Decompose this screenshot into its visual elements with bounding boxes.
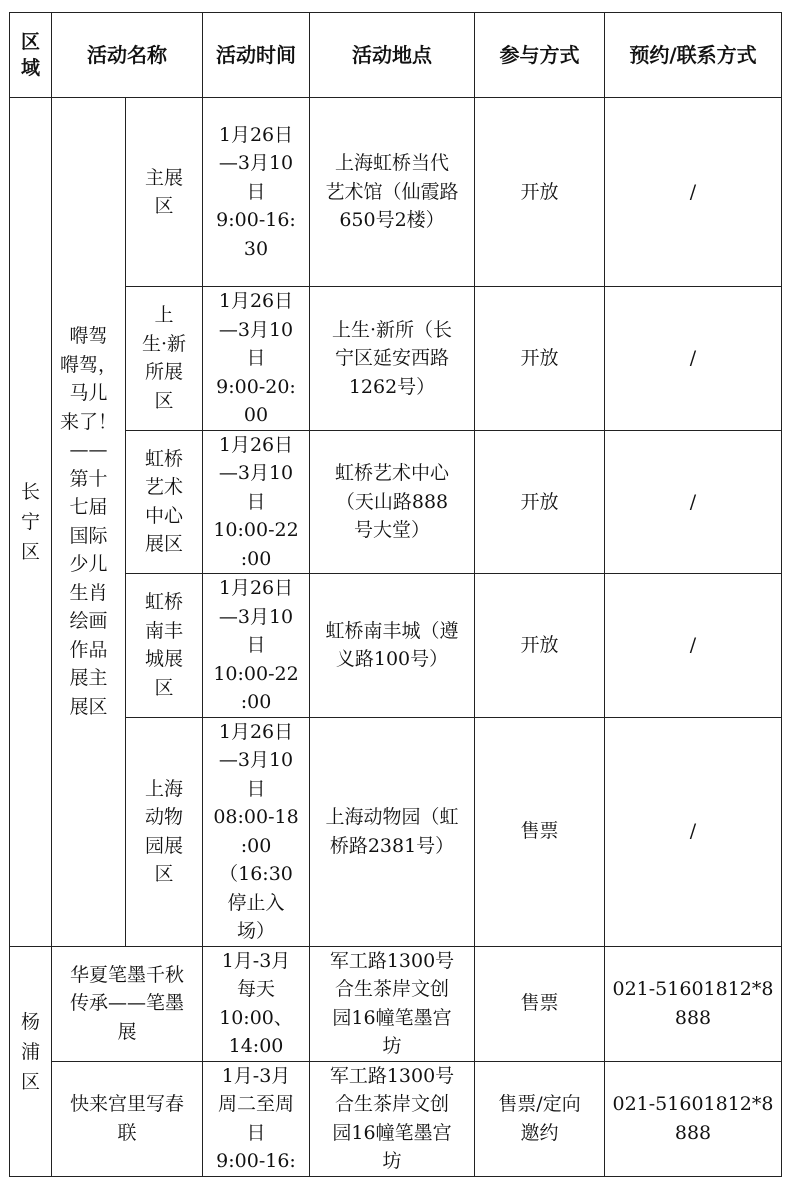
- header-district: 区域: [10, 13, 52, 98]
- time-cell: 1月26日 —3月10 日 08:00-18 :00 （16:30 停止入 场）: [203, 717, 310, 946]
- time-cell: 1月-3月 周二至周 日 9:00-16:: [203, 1061, 310, 1176]
- table-row: [10, 946, 782, 1061]
- venue-cell: 上生·新所（长 宁区延安西路 1262号）: [310, 287, 475, 431]
- mode-cell: 售票/定向 邀约: [475, 1061, 605, 1176]
- contact-cell: /: [605, 98, 782, 287]
- mode-cell: 开放: [475, 287, 605, 431]
- sub-area-cell: 上 生·新 所展 区: [126, 287, 203, 431]
- contact-cell: /: [605, 430, 782, 574]
- event-name-cell: 华夏笔墨千秋 传承——笔墨 展: [52, 946, 203, 1061]
- district-cell-changning: [10, 98, 52, 947]
- header-mode: 参与方式: [475, 13, 605, 98]
- contact-cell: 021-51601812*8 888: [605, 946, 782, 1061]
- venue-cell: 军工路1300号 合生茶岸文创 园16幢笔墨宫 坊: [310, 946, 475, 1061]
- header-row: [10, 13, 782, 98]
- time-cell: 1月-3月 每天 10:00、 14:00: [203, 946, 310, 1061]
- table-row: [10, 574, 782, 718]
- sub-area-cell: 虹桥 南丰 城展 区: [126, 574, 203, 718]
- sub-area-cell: 虹桥 艺术 中心 展区: [126, 430, 203, 574]
- events-table: [9, 12, 782, 1177]
- mode-cell: 开放: [475, 574, 605, 718]
- header-venue: 活动地点: [310, 13, 475, 98]
- contact-cell: /: [605, 287, 782, 431]
- mode-cell: 售票: [475, 946, 605, 1061]
- contact-cell: /: [605, 574, 782, 718]
- time-cell: 1月26日 —3月10 日 10:00-22 :00: [203, 430, 310, 574]
- table-row: [10, 1061, 782, 1176]
- contact-cell: 021-51601812*8 888: [605, 1061, 782, 1176]
- venue-cell: 虹桥艺术中心 （天山路888 号大堂）: [310, 430, 475, 574]
- mode-cell: 开放: [475, 430, 605, 574]
- table-row: [10, 98, 782, 287]
- time-cell: 1月26日 —3月10 日 9:00-16: 30: [203, 98, 310, 287]
- table-row: [10, 430, 782, 574]
- district-label: 长宁区: [20, 480, 40, 563]
- time-cell: 1月26日 —3月10 日 10:00-22 :00: [203, 574, 310, 718]
- table-row: [10, 287, 782, 431]
- contact-cell: /: [605, 717, 782, 946]
- venue-cell: 上海虹桥当代 艺术馆（仙霞路 650号2楼）: [310, 98, 475, 287]
- header-contact: 预约/联系方式: [605, 13, 782, 98]
- venue-cell: 上海动物园（虹 桥路2381号）: [310, 717, 475, 946]
- venue-cell: 军工路1300号 合生茶岸文创 园16幢笔墨宫 坊: [310, 1061, 475, 1176]
- header-time: 活动时间: [203, 13, 310, 98]
- event-name-cell: 嘚驾 嘚驾， 马儿 来了！ —— 第十 七届 国际 少儿 生肖 绘画 作品 展主 展区: [52, 98, 126, 947]
- header-event-name: 活动名称: [52, 13, 203, 98]
- mode-cell: 售票: [475, 717, 605, 946]
- district-label: 杨浦区: [20, 1010, 40, 1093]
- sub-area-cell: 上海 动物 园展 区: [126, 717, 203, 946]
- time-cell: 1月26日 —3月10 日 9:00-20: 00: [203, 287, 310, 431]
- district-cell-yangpu: [10, 946, 52, 1176]
- venue-cell: 虹桥南丰城（遵 义路100号）: [310, 574, 475, 718]
- event-name-cell: 快来宫里写春 联: [52, 1061, 203, 1176]
- mode-cell: 开放: [475, 98, 605, 287]
- table-row: [10, 717, 782, 946]
- sub-area-cell: 主展 区: [126, 98, 203, 287]
